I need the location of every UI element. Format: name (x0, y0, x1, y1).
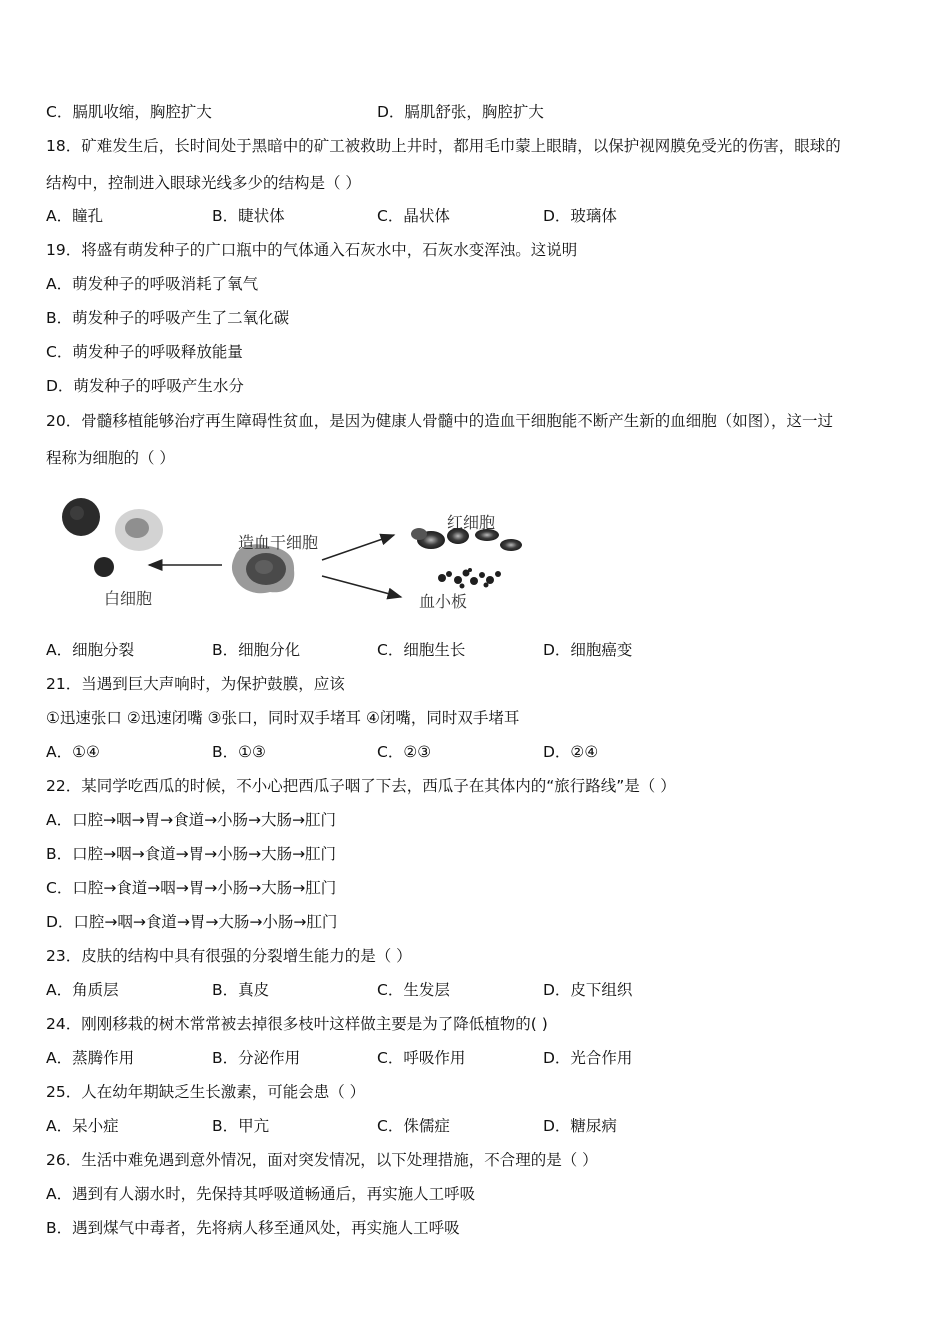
q18-option-a: A．瞳孔 (46, 207, 104, 225)
q25-option-d: D．糖尿病 (543, 1117, 617, 1135)
q22-option-a: A．口腔→咽→胃→食道→小肠→大肠→肛门 (46, 811, 337, 829)
q21-items: ①迅速张口 ②迅速闭嘴 ③张口，同时双手堵耳 ④闭嘴，同时双手堵耳 (46, 709, 520, 727)
arrow-to-red-cells (322, 535, 394, 560)
label-white-blood-cell: 白细胞 (104, 589, 153, 608)
q26-stem: 26．生活中难免遇到意外情况，面对突发情况，以下处理措施，不合理的是（ ） (46, 1151, 598, 1169)
q26-option-a: A．遇到有人溺水时，先保持其呼吸道畅通后，再实施人工呼吸 (46, 1185, 476, 1203)
q17-option-d: D．膈肌舒张，胸腔扩大 (377, 103, 544, 121)
q23-option-a: A．角质层 (46, 981, 119, 999)
q17-options (46, 102, 906, 122)
q18-stem-line1: 18．矿难发生后，长时间处于黑暗中的矿工被救助上井时，都用毛巾蒙上眼睛，以保护视网膜免受光的伤害，眼球的 (46, 137, 841, 155)
q25-options (46, 1116, 906, 1136)
q18-option-b: B．睫状体 (212, 207, 285, 225)
q21-option-c: C．②③ (377, 743, 432, 761)
q21-options (46, 742, 906, 762)
q24-stem: 24．刚刚移栽的树木常常被去掉很多枝叶这样做主要是为了降低植物的( ) (46, 1015, 548, 1033)
q19-option-a: A．萌发种子的呼吸消耗了氧气 (46, 275, 259, 293)
q20-option-c: C．细胞生长 (377, 641, 466, 659)
q21-option-b: B．①③ (212, 743, 266, 761)
q21-stem: 21．当遇到巨大声响时，为保护鼓膜，应该 (46, 675, 345, 693)
q20-options (46, 640, 906, 660)
q25-option-b: B．甲亢 (212, 1117, 270, 1135)
q24-option-a: A．蒸腾作用 (46, 1049, 135, 1067)
blood-cell-differentiation-figure (46, 490, 546, 620)
q20-option-d: D．细胞癌变 (543, 641, 633, 659)
label-platelet: 血小板 (419, 592, 468, 611)
q20-option-b: B．细胞分化 (212, 641, 301, 659)
q21-option-d: D．②④ (543, 743, 599, 761)
q22-stem: 22．某同学吃西瓜的时候，不小心把西瓜子咽了下去，西瓜子在其体内的“旅行路线”是（ ） (46, 777, 676, 795)
q24-option-b: B．分泌作用 (212, 1049, 301, 1067)
q22-option-b: B．口腔→咽→食道→胃→小肠→大肠→肛门 (46, 845, 337, 863)
q18-option-c: C．晶状体 (377, 207, 450, 225)
q23-option-c: C．生发层 (377, 981, 450, 999)
platelets (438, 568, 501, 589)
q24-option-c: C．呼吸作用 (377, 1049, 466, 1067)
q24-option-d: D．光合作用 (543, 1049, 633, 1067)
q20-option-a: A．细胞分裂 (46, 641, 135, 659)
q23-option-d: D．皮下组织 (543, 981, 633, 999)
q26-option-b: B．遇到煤气中毒者，先将病人移至通风处，再实施人工呼吸 (46, 1219, 460, 1237)
q22-option-c: C．口腔→食道→咽→胃→小肠→大肠→肛门 (46, 879, 337, 897)
q18-options (46, 206, 906, 226)
white-blood-cells (62, 498, 163, 577)
q23-option-b: B．真皮 (212, 981, 270, 999)
label-stem-cell: 造血干细胞 (238, 533, 319, 552)
q19-stem: 19．将盛有萌发种子的广口瓶中的气体通入石灰水中，石灰水变浑浊。这说明 (46, 241, 578, 259)
q18-stem-line2: 结构中，控制进入眼球光线多少的结构是（ ） (46, 174, 361, 192)
q24-options (46, 1048, 906, 1068)
label-red-blood-cell: 红细胞 (447, 513, 496, 532)
q23-options (46, 980, 906, 1000)
q25-option-a: A．呆小症 (46, 1117, 119, 1135)
q23-stem: 23．皮肤的结构中具有很强的分裂增生能力的是（ ） (46, 947, 412, 965)
q25-option-c: C．侏儒症 (377, 1117, 450, 1135)
q19-option-b: B．萌发种子的呼吸产生了二氧化碳 (46, 309, 290, 327)
q22-option-d: D．口腔→咽→食道→胃→大肠→小肠→肛门 (46, 913, 338, 931)
q20-stem-line1: 20．骨髓移植能够治疗再生障碍性贫血，是因为健康人骨髓中的造血干细胞能不断产生新的血细胞（如图），这一过 (46, 412, 833, 430)
q21-option-a: A．①④ (46, 743, 100, 761)
q25-stem: 25．人在幼年期缺乏生长激素，可能会患（ ） (46, 1083, 366, 1101)
arrow-to-platelets (322, 576, 401, 597)
q17-option-c: C．膈肌收缩，胸腔扩大 (46, 103, 212, 121)
q19-option-d: D．萌发种子的呼吸产生水分 (46, 377, 244, 395)
q20-stem-line2: 程称为细胞的（ ） (46, 449, 175, 467)
q19-option-c: C．萌发种子的呼吸释放能量 (46, 343, 243, 361)
q18-option-d: D．玻璃体 (543, 207, 617, 225)
